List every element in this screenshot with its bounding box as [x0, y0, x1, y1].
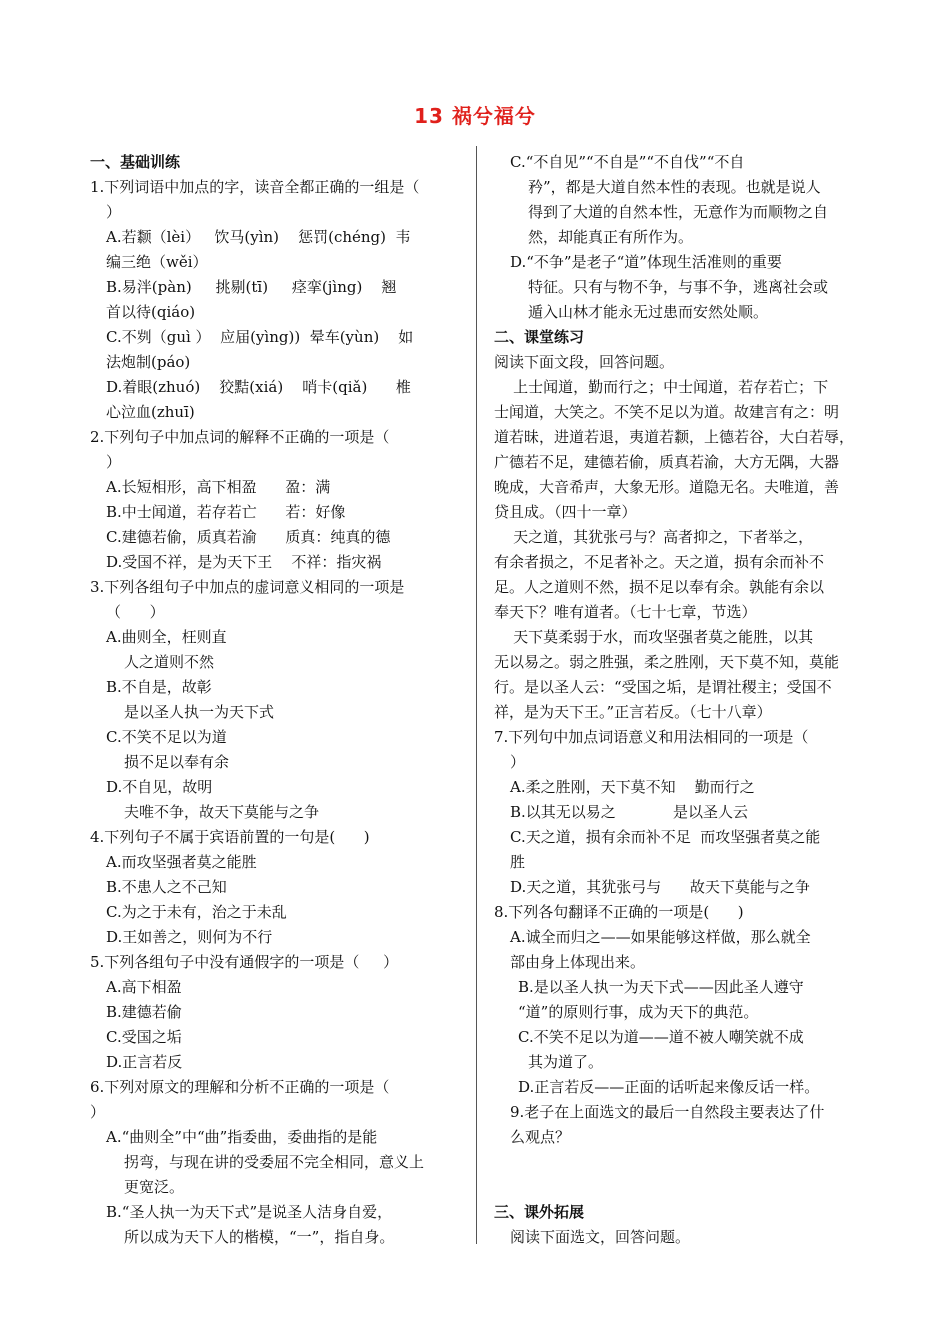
column-divider — [476, 146, 477, 1244]
left-column — [90, 150, 462, 1250]
left-text-line: 6.下列对原文的理解和分析不正确的一项是（ — [90, 1078, 390, 1096]
right-text-line: 遁入山林才能永无过患而安然处顺。 — [528, 303, 769, 321]
right-text-line: 么观点？ — [510, 1128, 571, 1146]
page-title: 13 祸兮福兮 — [414, 104, 536, 128]
left-text-line: C.受国之垢 — [106, 1028, 182, 1046]
right-text-line: 阅读下面文段，回答问题。 — [494, 353, 675, 371]
right-text-line: 阅读下面选文，回答问题。 — [510, 1228, 691, 1246]
left-text-line: B.易泮(pàn) 挑剔(tī) 痉挛(jìng) 翘 — [106, 278, 397, 296]
left-text-line: 更宽泛。 — [124, 1178, 185, 1196]
left-text-line: A.曲则全，枉则直 — [106, 628, 227, 646]
left-text-line: 心泣血(zhuī) — [106, 403, 195, 421]
right-section-heading: 二、课堂练习 — [494, 328, 585, 346]
left-text-line: ） — [90, 1103, 106, 1121]
right-text-line: 8.下列各句翻译不正确的一项是( ) — [494, 903, 744, 921]
left-text-line: A.而攻坚强者莫之能胜 — [106, 853, 257, 871]
right-text-line: B.是以圣人执一为天下式——因此圣人遵守 — [518, 978, 804, 996]
left-text-line: B.不自是，故彰 — [106, 678, 212, 696]
right-text-line: 足。人之道则不然，损不足以奉有余。孰能有余以 — [494, 578, 825, 596]
left-text-line: B.建德若偷 — [106, 1003, 182, 1021]
left-text-line: 3.下列各组句子中加点的虚词意义相同的一项是 — [90, 578, 405, 596]
right-text-line: 天之道，其犹张弓与？高者抑之，下者举之， — [494, 528, 814, 546]
right-text-line: 贷且成。（四十一章） — [494, 503, 637, 521]
right-text-line: 部由身上体现出来。 — [510, 953, 646, 971]
left-text-line: ） — [106, 203, 122, 221]
left-text-line: 编三绝（wěi） — [106, 253, 208, 271]
left-text-line: 1.下列词语中加点的字，读音全都正确的一组是（ — [90, 178, 420, 196]
right-text-line: B.以其无以易之 是以圣人云 — [510, 803, 749, 821]
left-text-line: D.正言若反 — [106, 1053, 183, 1071]
right-text-line: C.不笑不足以为道——道不被人嘲笑就不成 — [518, 1028, 804, 1046]
left-text-line: 5.下列各组句子中没有通假字的一项是（ ） — [90, 953, 399, 971]
left-text-line: （ ） — [106, 603, 165, 621]
left-text-line: ） — [106, 453, 122, 471]
right-text-line: D.天之道，其犹张弓与 故天下莫能与之争 — [510, 878, 810, 896]
left-text-line: C.不刿（guì ） 应届(yìng)) 晕车(yùn) 如 — [106, 328, 414, 346]
right-text-line — [494, 1150, 864, 1200]
left-text-line: 损不足以奉有余 — [124, 753, 230, 771]
right-text-line: 晚成，大音希声，大象无形。道隐无名。夫唯道，善 — [494, 478, 840, 496]
left-text-line: 人之道则不然 — [124, 653, 215, 671]
right-text-line: “道”的原则行事，成为天下的典范。 — [518, 1003, 759, 1021]
right-text-line: 无以易之。弱之胜强，柔之胜刚，天下莫不知，莫能 — [494, 653, 840, 671]
right-text-line: 得到了大道的自然本性，无意作为而顺物之自 — [528, 203, 829, 221]
right-text-line: A.柔之胜刚，天下莫不知 勤而行之 — [510, 778, 755, 796]
right-text-line: 特征。只有与物不争，与事不争，逃离社会或 — [528, 278, 829, 296]
left-text-line: C.为之于未有，治之于未乱 — [106, 903, 287, 921]
left-text-line: B.中士闻道，若存若亡 若：好像 — [106, 503, 346, 521]
right-column — [494, 150, 864, 1250]
right-text-line: 然，却能真正有所作为。 — [528, 228, 694, 246]
left-text-line: C.建德若偷，质真若渝 质真：纯真的德 — [106, 528, 391, 546]
right-text-line: 有余者损之，不足者补之。天之道，损有余而补不 — [494, 553, 825, 571]
right-text-line: A.诚全而归之——如果能够这样做，那么就全 — [510, 928, 811, 946]
right-text-line: 奉天下？唯有道者。（七十七章，节选） — [494, 603, 757, 621]
right-text-line: C.“不自见”“不自是”“不自伐”“不自 — [510, 153, 745, 171]
right-text-line: 广德若不足，建德若偷，质真若渝，大方无隅，大器 — [494, 453, 840, 471]
left-text-line: 首以待(qiáo) — [106, 303, 196, 321]
right-text-line: 7.下列句中加点词语意义和用法相同的一项是（ — [494, 728, 809, 746]
left-text-line: 所以成为天下人的楷模，“一”，指自身。 — [124, 1228, 395, 1246]
right-text-line: 天下莫柔弱于水，而攻坚强者莫之能胜，以其 — [494, 628, 814, 646]
left-text-line: A.高下相盈 — [106, 978, 182, 996]
left-text-line: B.不患人之不己知 — [106, 878, 227, 896]
right-text-line: 道若昧，进道若退，夷道若颣，上德若谷，大白若辱， — [494, 428, 855, 446]
left-text-line: D.不自见，故明 — [106, 778, 213, 796]
left-text-line: 法炮制(páo) — [106, 353, 191, 371]
right-text-line: ） — [510, 753, 526, 771]
left-text-line: D.王如善之，则何为不行 — [106, 928, 273, 946]
left-text-line: 夫唯不争，故天下莫能与之争 — [124, 803, 320, 821]
left-text-line: 2.下列句子中加点词的解释不正确的一项是（ — [90, 428, 390, 446]
left-text-line: B.“圣人执一为天下式”是说圣人洁身自爱， — [106, 1203, 393, 1221]
right-text-line: D.“不争”是老子“道”体现生活准则的重要 — [510, 253, 782, 271]
right-section-heading: 三、课外拓展 — [494, 1203, 585, 1221]
left-text-line: A.“曲则全”中“曲”指委曲，委曲指的是能 — [106, 1128, 378, 1146]
right-text-line: 行。是以圣人云：“受国之垢，是谓社稷主；受国不 — [494, 678, 832, 696]
left-text-line: C.不笑不足以为道 — [106, 728, 227, 746]
left-text-line: 拐弯，与现在讲的受委屈不完全相同，意义上 — [124, 1153, 425, 1171]
left-section-heading: 一、基础训练 — [90, 153, 181, 171]
right-text-line: 其为道了。 — [528, 1053, 604, 1071]
left-text-line: 是以圣人执一为天下式 — [124, 703, 275, 721]
right-text-line: 9.老子在上面选文的最后一自然段主要表达了什 — [510, 1103, 825, 1121]
right-text-line: 胜 — [510, 853, 526, 871]
right-text-line: C.天之道，损有余而补不足 而攻坚强者莫之能 — [510, 828, 821, 846]
right-text-line: 上士闻道，勤而行之；中士闻道，若存若亡；下 — [494, 378, 829, 396]
left-text-line: 4.下列句子不属于宾语前置的一句是( ) — [90, 828, 370, 846]
right-text-line: 祥，是为天下王。”正言若反。（七十八章） — [494, 703, 772, 721]
left-text-line: A.长短相形，高下相盈 盈：满 — [106, 478, 331, 496]
left-text-line: D.着眼(zhuó) 狡黠(xiá) 哨卡(qiǎ) 椎 — [106, 378, 411, 396]
left-text-line: A.若颣（lèi） 饮马(yìn) 惩罚(chéng) 韦 — [106, 228, 411, 246]
right-text-line: D.正言若反——正面的话听起来像反话一样。 — [518, 1078, 820, 1096]
right-text-line: 士闻道，大笑之。不笑不足以为道。故建言有之：明 — [494, 403, 840, 421]
left-text-line: D.受国不祥，是为天下王 不祥：指灾祸 — [106, 553, 382, 571]
right-text-line: 矜”，都是大道自然本性的表现。也就是说人 — [528, 178, 821, 196]
